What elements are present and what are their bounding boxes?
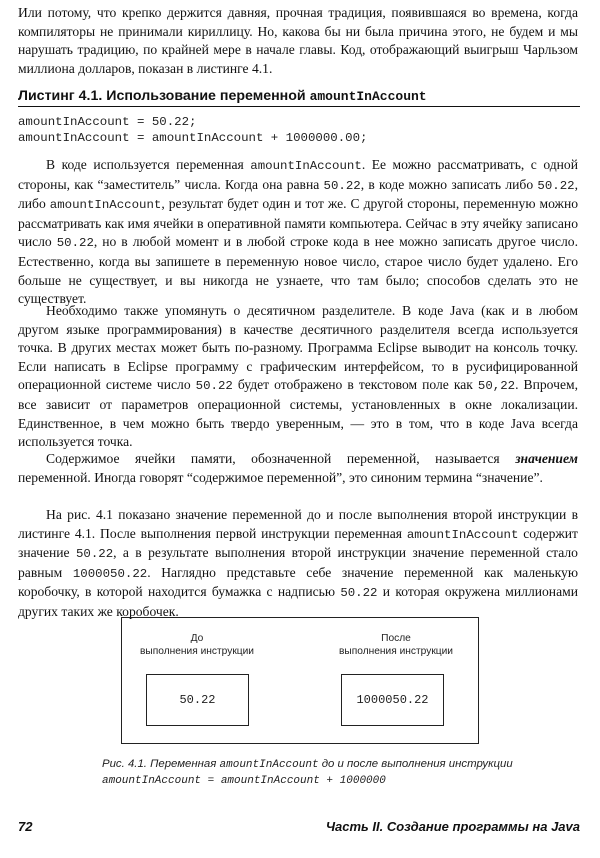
inline-code: amountInAccount	[219, 759, 319, 771]
after-value-box: 1000050.22	[341, 674, 444, 726]
listing-title-text: Листинг 4.1. Использование переменной	[18, 88, 306, 104]
listing-title	[18, 88, 580, 107]
listing-title-code: amountInAccount	[309, 89, 427, 104]
after-label: После выполнения инструкции	[339, 633, 453, 657]
inline-code: 50.22	[323, 178, 361, 193]
inline-code: amountInAccount = amountInAccount + 1000000	[102, 775, 386, 787]
inline-code: 50,22	[477, 379, 516, 394]
code-listing	[18, 114, 367, 146]
term-emphasis: значением	[515, 451, 578, 466]
inline-code: amountInAccount	[250, 159, 362, 173]
inline-code: 50.22	[195, 379, 233, 394]
body-paragraph-4: На рис. 4.1 показано значение переменной до и после выполнения второй инструкции в листинге 4.1. После выполнения первой инструкции переменная amountInAccount содержит значение 50.22, а в результате выполнения второй инструкции значение переменной стало равным 1000050.22. Наглядно представьте себе значение переменной как маленькую коробочку, в которой находится бумажка с надписью 50.22 и которая окружена миллионами других таких же коробочек.	[18, 507, 578, 619]
before-label: До выполнения инструкции	[140, 633, 254, 657]
inline-code: 1000050.22	[72, 566, 148, 581]
figure-caption: Рис. 4.1. Переменная amountInAccount до и после выполнения инструкции amountInAccount = amountInAccount + 1000000	[102, 758, 513, 787]
inline-code: 50.22	[75, 547, 114, 562]
before-value-box: 50.22	[146, 674, 249, 726]
body-paragraph-2: Необходимо также упомянуть о десятичном разделителе. В коде Java (как и в любом другом языке программирования) в качестве десятичного разделителя всегда используется точка. В других местах может быть по-разному. Программа Eclipse выводит на консоль точку. Если написать в Eclipse программу с графическим интерфейсом, то в русифицированной операционной системе число 50.22 будет отображено в текстовом поле как 50,22. Впрочем, все зависит от параметров операционной системы, установленных в окне локализации. Единственное, в чем можно быть твердо уверенным, — это в том, что в коде Java всегда используется точка.	[18, 303, 578, 450]
inline-code: amountInAccount	[406, 527, 519, 542]
figure-4-1	[121, 617, 479, 744]
code-line: amountInAccount = amountInAccount + 1000000.00;	[18, 131, 368, 145]
page-number: 72	[18, 819, 33, 834]
running-title: Часть II. Создание программы на Java	[325, 819, 580, 834]
inline-code: 50.22	[340, 586, 378, 601]
body-paragraph-1: В коде используется переменная amountInAccount. Ее можно рассматривать, с одной стороны, как “заместитель” числа. Когда она равна 50.22, в коде можно записать либо 50.22, либо amountInAccount, результат будет один и тот же. С другой стороны, переменную можно рассматривать как имя ячейки в оперативной памяти компьютера. Сейчас в эту ячейку записано число 50.22, но в любой момент и в любой строке кода в нее можно записать другое число. Естественно, когда вы запишете в переменную новое число, старое число будет удалено. Его больше не существует, и вы никогда не узнаете, что там было; способов сделать это не существует.	[18, 157, 579, 307]
inline-code: 50.22	[537, 178, 575, 193]
intro-paragraph: Или потому, что крепко держится давняя, прочная традиция, появившаяся во времена, когда компиляторы не принимали кириллицу. Но, какова бы ни была причина этого, не будем и мы нарушать традицию, по крайней мере в начале главы. Код, отображающий выигрыш Чарльзом миллиона долларов, показан в листинге 4.1.	[18, 5, 578, 76]
inline-code: 50.22	[56, 236, 94, 251]
code-line: amountInAccount = 50.22;	[18, 115, 197, 129]
inline-code: amountInAccount	[49, 198, 162, 213]
body-paragraph-3: Содержимое ячейки памяти, обозначенной переменной, называется значением переменной. Иногда говорят “содержимое переменной”, это синоним термина “значение”.	[18, 451, 578, 485]
